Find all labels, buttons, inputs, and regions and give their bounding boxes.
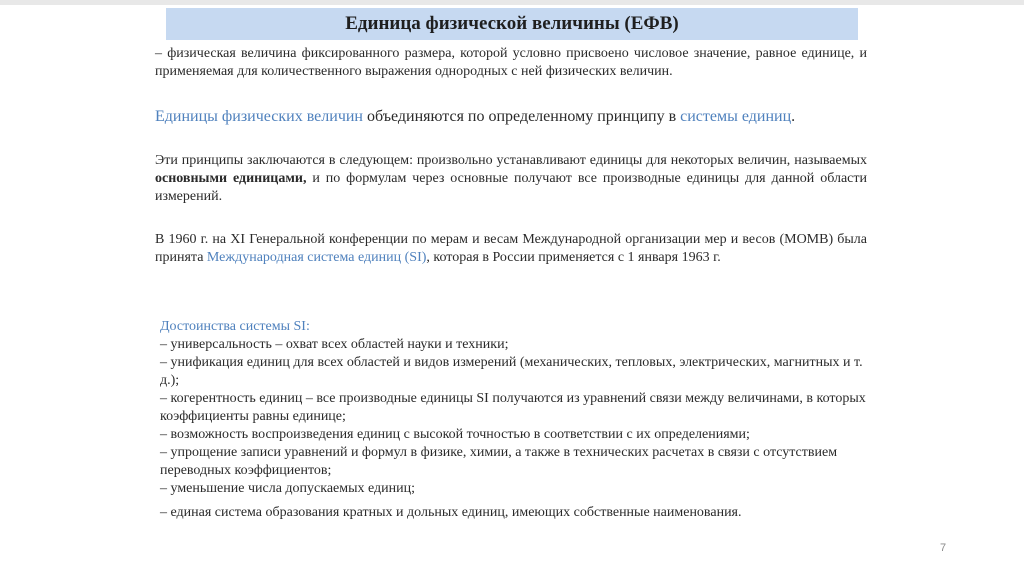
advantage-item: – уменьшение числа допускаемых единиц; [160, 481, 416, 496]
history-text-before: В 1960 г. на XI Генеральной конференции по мерам и весам Международной организации мер и весов (МОМВ) была принята [155, 232, 867, 265]
units-highlight: Единицы физических величин [155, 108, 363, 125]
advantage-item: – единая система образования кратных и дольных единиц, имеющих собственные наименования. [160, 505, 742, 520]
advantage-item: – упрощение записи уравнений и формул в физике, химии, а также в технических расчетах в связи с отсутствием переводных коэффициентов; [160, 445, 838, 478]
slide-top-frame [0, 0, 1024, 5]
page-number: 7 [940, 542, 947, 554]
advantage-item: – возможность воспроизведения единиц с высокой точностью в соответствии с их определениями; [160, 427, 750, 442]
si-highlight: Международная система единиц (SI) [206, 250, 427, 265]
history-text-after: , которая в России применяется с 1 января 1963 г. [426, 250, 721, 265]
advantage-item: – когерентность единиц – все производные единицы SI получаются из уравнений связи между величинами, в которых коэффициенты равны единице; [160, 391, 866, 424]
principles-text-before: Эти принципы заключаются в следующем: произвольно устанавливают единицы для некоторых величин, называемых [155, 153, 867, 168]
units-mid-text: объединяются по определенному принципу в [363, 108, 681, 125]
slide-title: Единица физической величины (ЕФВ) [345, 13, 679, 34]
principles-paragraph [155, 152, 867, 206]
advantages-section [160, 318, 872, 522]
units-end-text: . [791, 108, 796, 125]
history-paragraph [155, 231, 867, 267]
units-paragraph [155, 107, 867, 126]
systems-highlight: системы единиц [680, 108, 792, 125]
principles-bold-text: основными единицами, [155, 171, 307, 186]
slide-title-bar [166, 8, 858, 40]
advantage-item: – унификация единиц для всех областей и видов измерений (механических, тепловых, электрических, магнитных и т. д.); [160, 355, 863, 388]
definition-paragraph: – физическая величина фиксированного размера, которой условно присвоено числовое значение, равное единице, и применяемая для количественного выражения однородных с ней физических величин. [155, 46, 867, 79]
advantages-heading: Достоинства системы SI: [160, 319, 310, 334]
advantage-item: – универсальность – охват всех областей науки и техники; [160, 337, 509, 352]
principles-text-after: и по формулам через основные получают все производные единицы для данной области измерений. [155, 171, 868, 204]
